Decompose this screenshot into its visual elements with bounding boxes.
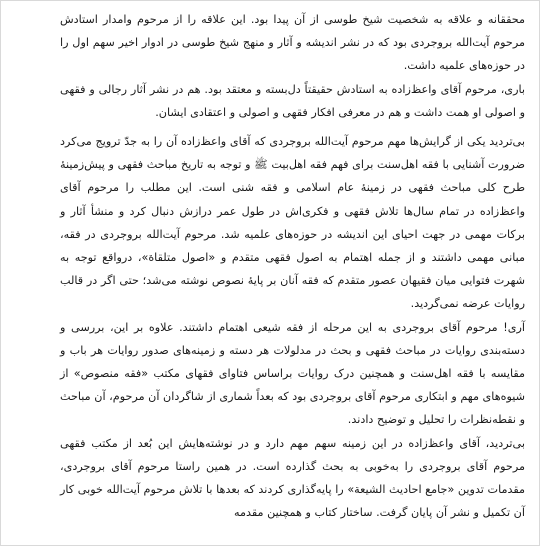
paragraph-3: بی‌تردید یکی از گرایش‌ها مهم مرحوم آیت‌الله بروجردی که آقای واعظ‌زاده آن را به جدّ ترویج می‌کرد ضرورت آشنایی با فقه اهل‌سنت برای فهم فقه اهل‌بیت ﷺ و توجه به تاریخ مباحث فقهی و پیش‌زمینهٔ طرح کلی مباحث فقهی در زمینهٔ عام اسلامی و فقه شنی است. این مطلب را مرحوم آقای واعظ‌زاده در تمام سال‌ها تلاش فقهی و فکری‌اش در طول عمر درازش دنبال کرد و منشأ آثار و برکات مهمی در جهت احیای این اندیشه در حوزه‌های علمیه شد. مرحوم آیت‌الله بروجردی در فقه، مبانی مهمی داشتند و از جمله اهتمام به اصول فقهی متقدم و «اصول متلقاة»، درواقع توجه به شهرت فتوایی میان فقیهان عصور متقدم که فقه آنان بر پایهٔ نصوص نوشته می‌شد؛ حتی اگر در قالب روایات عرضه نمی‌گردید.	[60, 135, 525, 311]
body-text	[60, 8, 525, 524]
paragraph-1: محققانه و علاقه به شخصیت شیخ طوسی از آن پیدا بود. این علاقه را از مرحوم وامدار استادش مرحوم آیت‌الله بروجردی بود که در نشر اندیشه و آثار و منهج شیخ طوسی در ادوار اخیر سهم اول را در حوزه‌های علمیه داشت.	[60, 13, 525, 73]
paragraph-4: آری! مرحوم آقای بروجردی به این مرحله از فقه شیعی اهتمام داشتند. علاوه بر این، بررسی و دسته‌بندی روایات در مباحث فقهی و بحث در مدلولات هر دسته و زمینه‌های صدور روایات هر باب و مقایسه با فقه اهل‌سنت و همچنین درک روایات براساس فتاوای فقهای مکتب «فقه منصوص» از شیوه‌های مهم و ابتکاری مرحوم آقای بروجردی بود که بعداً شماری از شاگردان آن مرحوم، آن مباحث و نقطه‌نظرات را تحلیل و توضیح دادند.	[60, 320, 525, 427]
paragraph-5: بی‌تردید، آقای واعظ‌زاده در این زمینه سهم مهم دارد و در نوشته‌هایش این بُعد از مکتب فقهی مرحوم آقای بروجردی را به‌خوبی به بحث گذارده است. در همین راستا مرحوم آقای بروجردی، مقدمات تدوین «جامع احادیث الشیعة» را پایه‌گذاری کردند که بعدها با تلاش مرحوم آیت‌الله خوبی کار آن تکمیل و نشر آن پایان گرفت. ساختار کتاب و همچنین مقدمه	[60, 436, 525, 520]
paragraph-2: باری، مرحوم آقای واعظ‌زاده به استادش حقیقتاً دل‌بسته و معتقد بود. هم در نشر آثار رجالی و فقهی و اصولی او همت داشت و هم در معرفی افکار فقهی و اصولی و اعتقادی ایشان.	[60, 82, 525, 119]
